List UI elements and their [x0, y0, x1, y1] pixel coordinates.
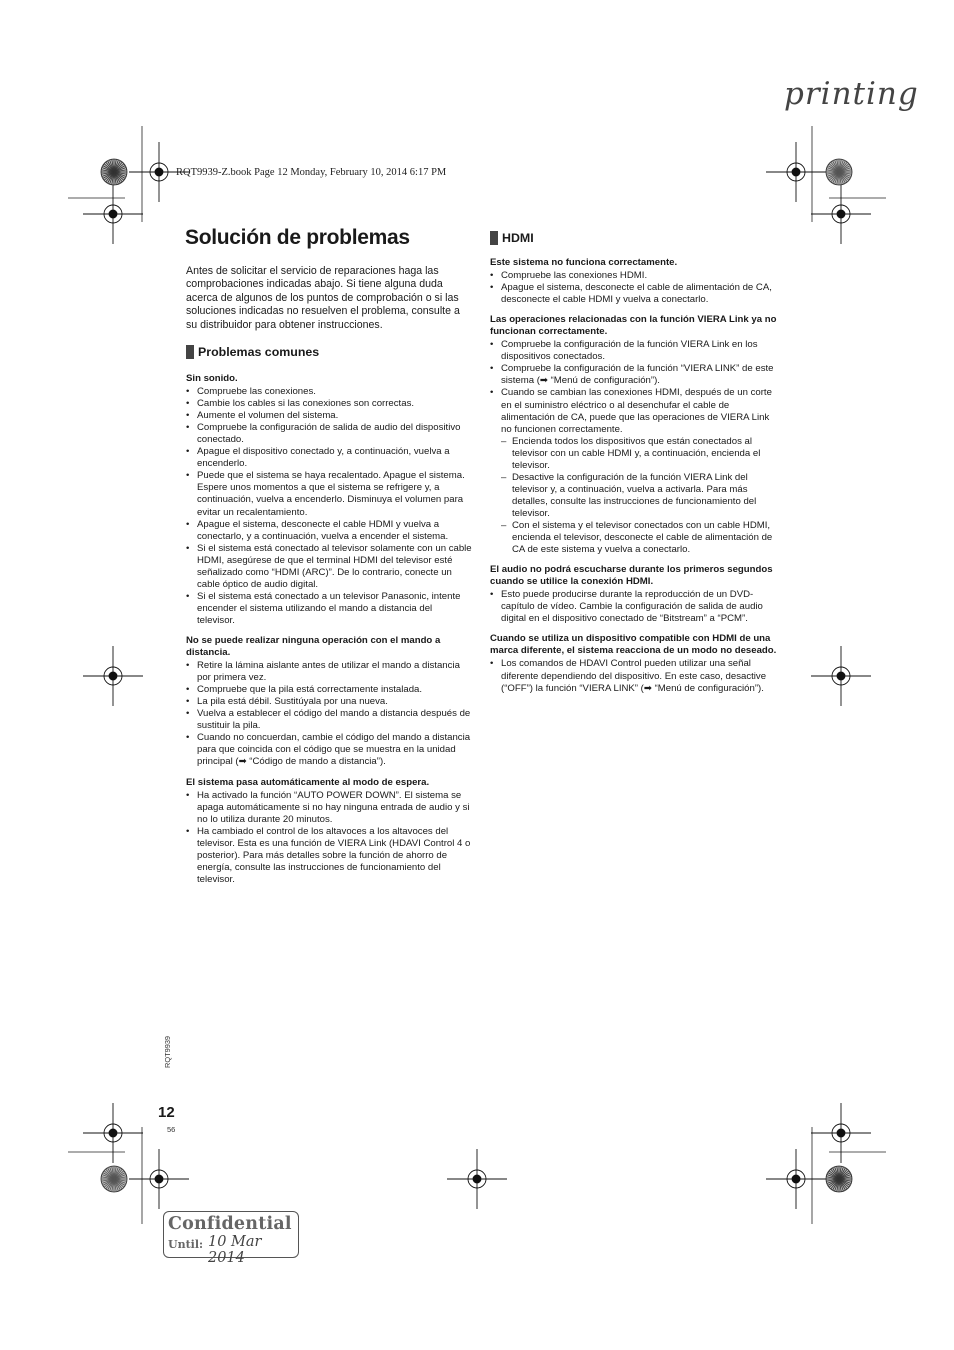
crosshair-mark-icon [83, 184, 143, 244]
solution-item: • Cambie los cables si las conexiones son correctas. [186, 398, 472, 410]
confidential-title: Confidential [168, 1214, 292, 1234]
problem-question: El audio no podrá escucharse durante los primeros segundos cuando se utilice la conexión HDMI. [490, 564, 773, 588]
solution-item: • Retire la lámina aislante antes de utilizar el mando a distancia por primera vez. [186, 660, 472, 684]
right-column [490, 231, 778, 703]
sub-solution-item: – Con el sistema y el televisor conectados con un cable HDMI, encienda el televisor, desconecte el cable de alimentación de CA de este sistema y vuelva a conectarlo. [501, 520, 778, 556]
solution-list [186, 790, 472, 886]
solution-item: • Cuando se cambian las conexiones HDMI, después de un corte en el suministro eléctrico o al desenchufar el cable de alimentación de CA, puede que las operaciones de VIERA Link no funcionen correctamente. [490, 387, 778, 435]
left-groups [186, 373, 472, 886]
crosshair-mark-icon [811, 646, 871, 706]
section-heading-hdmi [490, 231, 778, 245]
problem-question: El sistema pasa automáticamente al modo de espera. [186, 776, 430, 788]
crosshair-mark-icon [766, 1149, 826, 1209]
problem-question: Este sistema no funciona correctamente. [490, 257, 678, 268]
left-column [186, 345, 472, 894]
problem-group [490, 564, 778, 625]
solution-item: • Compruebe las conexiones. [186, 386, 472, 398]
solution-item: • Apague el sistema, desconecte el cable HDMI y vuelva a conectarlo, y a continuación, vuelva a encender el sistema. [186, 519, 472, 543]
solution-list [490, 589, 778, 625]
problem-group [186, 635, 472, 769]
right-groups [490, 257, 778, 695]
solution-item: • Esto puede producirse durante la reproducción de un DVD-capítulo de vídeo. Cambie la configuración de salida de audio digital en el dispositivo conectado de “Bitstream” a “PCM”. [490, 589, 778, 625]
solution-item: • Ha activado la función “AUTO POWER DOWN”. El sistema se apaga automáticamente si no hay ninguna entrada de audio y si no lo utiliza durante 20 minutos. [186, 790, 472, 826]
book-header-line: RQT9939-Z.book Page 12 Monday, February 10, 2014 6:17 PM [176, 167, 447, 178]
crosshair-mark-icon [83, 1103, 143, 1163]
starburst-mark-icon [101, 1166, 127, 1192]
solution-item: • Compruebe la configuración de salida de audio del dispositivo conectado. [186, 422, 472, 446]
solution-item: • Compruebe que la pila está correctamente instalada. [186, 684, 472, 696]
problem-question: No se puede realizar ninguna operación con el mando a distancia. [186, 634, 441, 659]
problem-group [490, 314, 778, 556]
starburst-mark-icon [826, 159, 852, 185]
crosshair-mark-icon [811, 184, 871, 244]
solution-item: • Vuelva a establecer el código del mando a distancia después de sustituir la pila. [186, 708, 472, 732]
solution-item: • Aumente el volumen del sistema. [186, 410, 472, 422]
solution-list [490, 658, 778, 694]
section-heading-label: HDMI [502, 231, 534, 245]
sub-solution-item: – Desactive la configuración de la función VIERA Link del televisor y, a continuación, vuelva a activarla. Para más detalles, consulte las instrucciones de funcionamiento del televisor. [501, 472, 778, 520]
problem-group [186, 373, 472, 627]
solution-item: • Si el sistema está conectado al televisor solamente con un cable HDMI, asegúrese de que el terminal HDMI del televisor esté señalizado como “HDMI (ARC)”. De lo contrario, conecte un cable óptico de audio digital. [186, 543, 472, 591]
section-heading-label: Problemas comunes [198, 345, 320, 359]
solution-item: • Compruebe la configuración de la función “VIERA LINK” de este sistema (➡ “Menú de configuración”). [490, 363, 778, 387]
solution-item: • Ha cambiado el control de los altavoces a los altavoces del televisor. Esta es una función de VIERA Link (HDAVI Control 4 o posterior). Para más detalles sobre la función de ahorro de energía, consulte las instrucciones de funcionamiento del televisor. [186, 826, 472, 886]
heading-bar-icon [186, 345, 194, 359]
section-heading-common-problems [186, 345, 472, 359]
confidential-stamp [163, 1211, 299, 1266]
solution-item: • Cuando no concuerdan, cambie el código del mando a distancia para que coincida con el código que se muestra en la unidad principal (➡ “Código de mando a distancia”). [186, 732, 472, 768]
page-number: 12 [158, 1104, 175, 1121]
solution-item: • Compruebe la configuración de la función VIERA Link en los dispositivos conectados. [490, 339, 778, 363]
solution-list [490, 339, 778, 556]
intro-paragraph: Antes de solicitar el servicio de reparaciones haga las comprobaciones indicadas abajo. Si tiene alguna duda acerca de algunos de los puntos de comprobación o si las soluciones indicadas no resuelven el problema, consulte a su distribuidor para obtener instrucciones. [186, 265, 460, 331]
solution-list [490, 270, 778, 306]
solution-item: • Los comandos de HDAVI Control pueden utilizar una señal diferente dependiendo del dispositivo. En este caso, desactive (“OFF”) la función “VIERA LINK” (➡ “Menú de configuración”). [490, 658, 778, 694]
problem-group [186, 777, 472, 886]
solution-item: • Apague el dispositivo conectado y, a continuación, vuelva a encenderlo. [186, 446, 472, 470]
confidential-date: 10 Mar 2014 [208, 1234, 262, 1266]
crosshair-mark-icon [83, 646, 143, 706]
problem-question: Sin sonido. [186, 373, 238, 384]
starburst-mark-icon [826, 1166, 852, 1192]
printing-stamp: printing [784, 76, 919, 112]
solution-list [186, 660, 472, 768]
problem-question: Cuando se utiliza un dispositivo compatible con HDMI de una marca diferente, el sistema reacciona de un modo no deseado. [490, 633, 777, 657]
solution-item: • Compruebe las conexiones HDMI. [490, 270, 778, 282]
solution-item: • Si el sistema está conectado a un televisor Panasonic, intente encender el sistema utilizando el mando a distancia del televisor. [186, 591, 472, 627]
problem-group [490, 633, 778, 694]
problem-group [490, 257, 778, 306]
problem-question: Las operaciones relacionadas con la función VIERA Link ya no funcionan correctamente. [490, 314, 777, 338]
crosshair-mark-icon [811, 1103, 871, 1163]
starburst-mark-icon [101, 159, 127, 185]
page-title: Solución de problemas [185, 226, 410, 249]
crosshair-mark-icon [766, 142, 826, 202]
sub-page-number: 56 [167, 1125, 176, 1134]
confidential-until-label: Until: [168, 1238, 204, 1251]
sub-solution-item: – Encienda todos los dispositivos que están conectados al televisor con un cable HDMI y, a continuación, encienda el televisor. [501, 436, 778, 472]
solution-item: • La pila está débil. Sustitúyala por una nueva. [186, 696, 472, 708]
solution-list [186, 386, 472, 627]
solution-item: • Apague el sistema, desconecte el cable de alimentación de CA, desconecte el cable HDMI y vuelva a conectarlo. [490, 282, 778, 306]
doc-code: RQT9939 [163, 1035, 172, 1068]
heading-bar-icon [490, 231, 498, 245]
sub-solution-container [490, 436, 778, 556]
crosshair-mark-icon [129, 1149, 189, 1209]
solution-item: • Puede que el sistema se haya recalentado. Apague el sistema. Espere unos momentos a que el sistema se refrigere y, a continuación, vuelva a encenderlo. Disminuya el volumen para evitar un recalentamiento. [186, 470, 472, 518]
crosshair-mark-icon [447, 1149, 507, 1209]
sub-solution-list [501, 436, 778, 556]
